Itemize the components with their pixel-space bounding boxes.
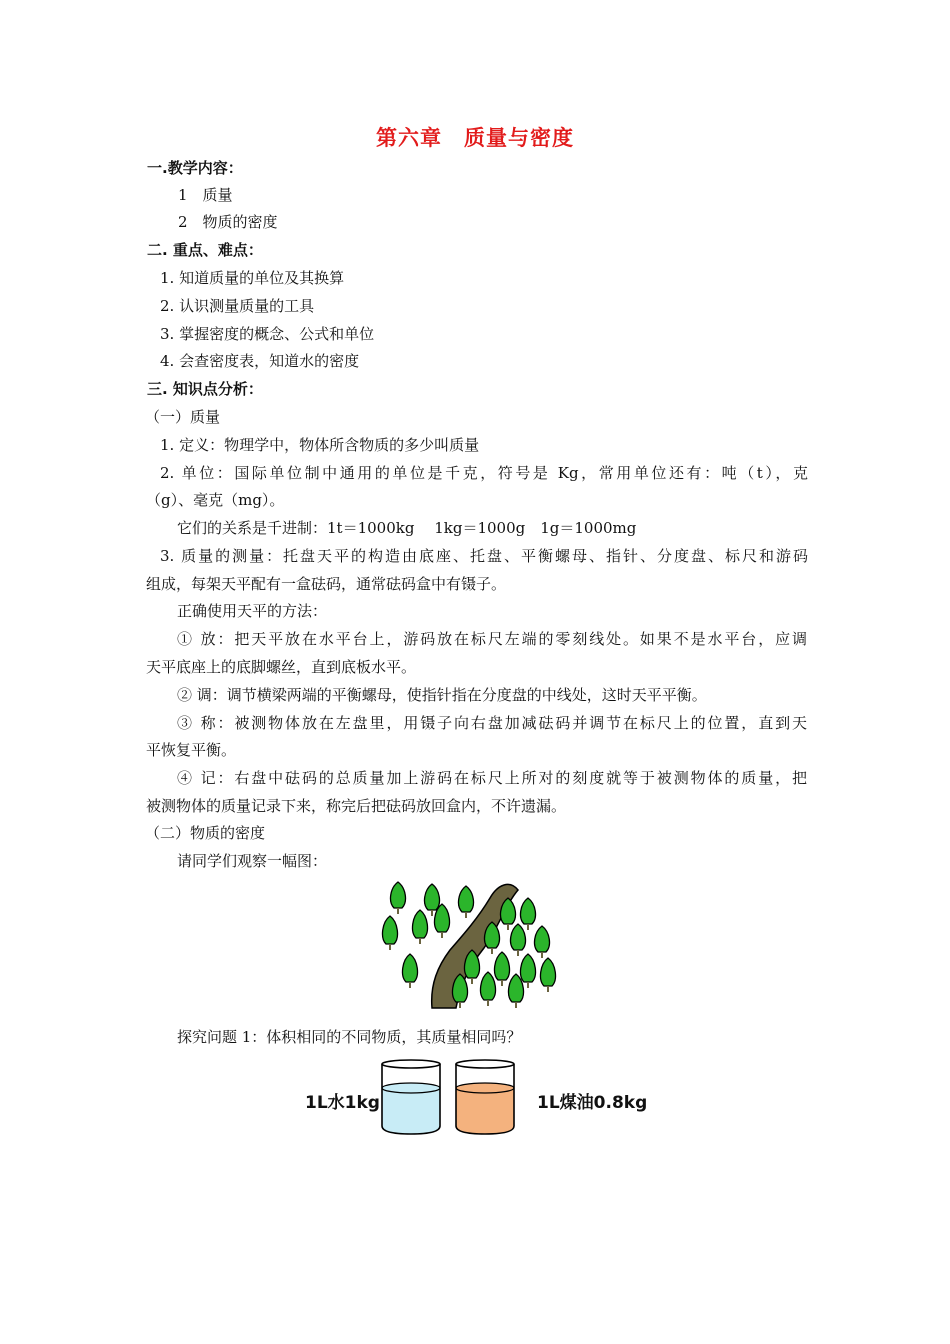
paragraph: ② 调：调节横梁两端的平衡螺母，使指针指在分度盘的中线处，这时天平平衡。 <box>177 686 707 704</box>
forest-illustration <box>380 876 558 1012</box>
kerosene-label: 1L煤油0.8kg <box>537 1093 648 1113</box>
paragraph: 请同学们观察一幅图： <box>177 852 328 870</box>
kerosene-beaker-icon <box>452 1058 518 1138</box>
section-2-item: 3. 掌握密度的概念、公式和单位 <box>160 325 375 343</box>
paragraph: ③ 称：被测物体放在左盘里，用镊子向右盘加减砝码并调节在标尺上的位置，直到天 <box>177 714 807 732</box>
paragraph: ④ 记：右盘中砝码的总质量加上游码在标尺上所对的刻度就等于被测物体的质量，把 <box>177 769 807 787</box>
subsection-mass: （一）质量 <box>145 408 221 426</box>
paragraph: 3. 质量的测量：托盘天平的构造由底座、托盘、平衡螺母、指针、分度盘、标尺和游码 <box>160 547 808 565</box>
section-1-heading: 一.教学内容： <box>147 159 243 177</box>
section-3-heading: 三. 知识点分析： <box>147 380 263 398</box>
paragraph: 天平底座上的底脚螺丝，直到底板水平。 <box>146 658 417 676</box>
section-2-item: 1. 知道质量的单位及其换算 <box>160 269 345 287</box>
paragraph: 正确使用天平的方法： <box>177 602 328 620</box>
paragraph: 探究问题 1：体积相同的不同物质，其质量相同吗？ <box>177 1028 522 1046</box>
paragraph: 1. 定义：物理学中，物体所含物质的多少叫质量 <box>160 436 480 454</box>
section-2-item: 4. 会查密度表，知道水的密度 <box>160 352 360 370</box>
chapter-title: 第六章 质量与密度 <box>376 126 574 150</box>
subsection-density: （二）物质的密度 <box>145 824 266 842</box>
water-label: 1L水1kg <box>305 1093 380 1113</box>
paragraph: 平恢复平衡。 <box>146 741 237 759</box>
paragraph: 它们的关系是千进制：1t＝1000kg 1kg＝1000g 1g＝1000mg <box>177 519 637 537</box>
section-1-item: 1 质量 <box>178 186 233 204</box>
paragraph: 组成，每架天平配有一盒砝码，通常砝码盒中有镊子。 <box>146 575 507 593</box>
section-1-item: 2 物质的密度 <box>178 213 278 231</box>
section-2-heading: 二. 重点、难点： <box>147 241 263 259</box>
water-beaker-icon <box>378 1058 444 1138</box>
paragraph: 2. 单位：国际单位制中通用的单位是千克，符号是 Kg，常用单位还有：吨（t），克 <box>160 464 808 482</box>
paragraph: （g）、毫克（mg）。 <box>146 491 285 509</box>
paragraph: 被测物体的质量记录下来，称完后把砝码放回盒内，不许遗漏。 <box>146 797 567 815</box>
paragraph: ① 放：把天平放在水平台上，游码放在标尺左端的零刻线处。如果不是水平台，应调 <box>177 630 807 648</box>
section-2-item: 2. 认识测量质量的工具 <box>160 297 315 315</box>
